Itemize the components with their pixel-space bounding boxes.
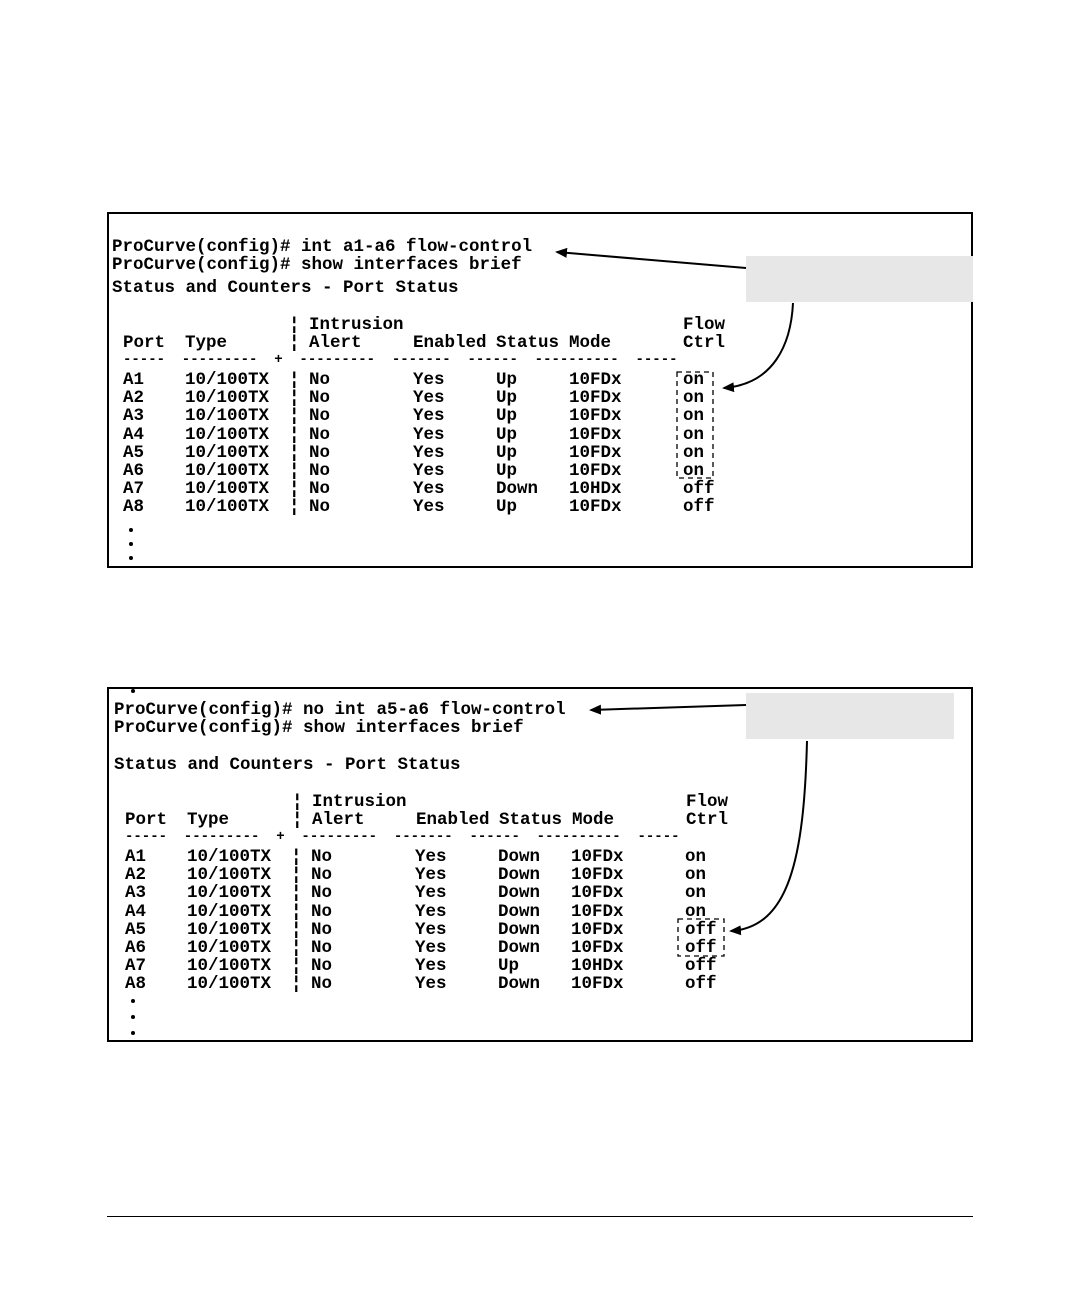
cell-mode: 10FDx xyxy=(569,388,622,409)
cell-enabled: Yes xyxy=(415,865,447,886)
terminal-screen-1 xyxy=(107,212,973,568)
column-separator: ¦ xyxy=(289,424,300,445)
cell-alert: No xyxy=(311,956,333,977)
cell-flow-ctrl: off xyxy=(685,919,717,940)
cell-alert: No xyxy=(309,406,331,427)
annotation-arrows xyxy=(109,689,975,1044)
cell-status: Up xyxy=(496,370,518,390)
col-header-port: Port xyxy=(125,810,168,830)
cell-flow-ctrl: on xyxy=(685,847,707,867)
cell-status: Up xyxy=(496,497,518,518)
cell-mode: 10FDx xyxy=(569,424,622,445)
cell-alert: No xyxy=(311,883,333,904)
col-header-mode: Mode xyxy=(572,810,615,830)
col-header-type: Type xyxy=(185,333,228,353)
column-separator: ¦ xyxy=(292,810,303,830)
cell-flow-ctrl: off xyxy=(685,938,717,958)
arrow-to-command xyxy=(591,705,746,710)
cell-enabled: Yes xyxy=(415,938,447,958)
command-line-2: ProCurve(config)# show interfaces brief xyxy=(114,718,524,738)
cell-alert: No xyxy=(309,370,331,390)
cell-alert: No xyxy=(309,497,331,518)
cell-flow-ctrl: off xyxy=(683,497,715,518)
command-line-2: ProCurve(config)# show interfaces brief xyxy=(112,255,522,275)
cell-type: 10/100TX xyxy=(187,938,272,958)
cell-mode: 10HDx xyxy=(569,479,622,500)
cell-status: Up xyxy=(496,406,518,427)
command-line-1: ProCurve(config)# no int a5-a6 flow-control xyxy=(114,700,566,720)
cell-mode: 10FDx xyxy=(571,883,624,904)
column-separator: ¦ xyxy=(292,792,303,812)
cell-mode: 10FDx xyxy=(571,919,624,940)
flow-ctrl-highlight xyxy=(678,919,724,956)
column-separator: ¦ xyxy=(289,315,300,335)
column-separator: ¦ xyxy=(291,919,302,940)
cell-alert: No xyxy=(309,461,331,481)
cell-flow-ctrl: off xyxy=(685,974,717,995)
cell-enabled: Yes xyxy=(413,406,445,427)
col-header-mode: Mode xyxy=(569,333,612,353)
cell-flow-ctrl: on xyxy=(683,406,705,427)
cell-status: Up xyxy=(496,424,518,445)
column-separator: ¦ xyxy=(291,883,302,904)
cell-status: Down xyxy=(498,883,541,904)
cell-port: A6 xyxy=(125,938,147,958)
intrusion-header: Intrusion xyxy=(309,315,404,335)
col-header-port: Port xyxy=(123,333,166,353)
cell-alert: No xyxy=(309,388,331,409)
column-separator: ¦ xyxy=(289,406,300,427)
flow-header: Flow xyxy=(683,315,726,335)
col-header-enabled: Enabled xyxy=(416,810,490,830)
cell-port: A1 xyxy=(125,847,147,867)
cell-status: Up xyxy=(496,388,518,409)
cell-type: 10/100TX xyxy=(185,370,270,390)
cell-enabled: Yes xyxy=(415,974,447,995)
cell-status: Down xyxy=(498,974,541,995)
col-header-type: Type xyxy=(187,810,230,830)
cell-mode: 10FDx xyxy=(571,974,624,995)
cell-port: A8 xyxy=(123,497,145,518)
cell-mode: 10HDx xyxy=(571,956,624,977)
cell-flow-ctrl: off xyxy=(683,479,715,500)
cell-status: Up xyxy=(498,956,520,977)
cell-type: 10/100TX xyxy=(187,883,272,904)
header-underline: ----- --------- + --------- ------- ------ ---------- ----- xyxy=(123,352,678,368)
cell-type: 10/100TX xyxy=(187,974,272,995)
cell-enabled: Yes xyxy=(413,388,445,409)
cell-enabled: Yes xyxy=(415,919,447,940)
cell-status: Down xyxy=(498,919,541,940)
cell-type: 10/100TX xyxy=(187,956,272,977)
cell-type: 10/100TX xyxy=(185,406,270,427)
cell-port: A5 xyxy=(125,919,147,940)
column-separator: ¦ xyxy=(289,370,300,390)
cell-type: 10/100TX xyxy=(187,901,272,922)
cell-mode: 10FDx xyxy=(571,847,624,867)
cell-mode: 10FDx xyxy=(571,901,624,922)
arrow-to-flow-ctrl xyxy=(731,741,807,931)
cell-port: A6 xyxy=(123,461,145,481)
annotation-arrows xyxy=(109,214,975,570)
cell-enabled: Yes xyxy=(415,901,447,922)
column-separator: ¦ xyxy=(289,461,300,481)
arrow-to-command xyxy=(557,252,746,268)
cell-flow-ctrl: on xyxy=(685,901,707,922)
status-heading: Status and Counters - Port Status xyxy=(112,278,459,298)
flow-ctrl-highlight xyxy=(677,372,713,481)
col-header-ctrl: Ctrl xyxy=(686,810,729,830)
cell-alert: No xyxy=(311,901,333,922)
col-header-ctrl: Ctrl xyxy=(683,333,726,353)
command-line-1: ProCurve(config)# int a1-a6 flow-control xyxy=(112,237,533,257)
cell-alert: No xyxy=(309,442,331,463)
cell-type: 10/100TX xyxy=(185,479,270,500)
cell-port: A4 xyxy=(123,424,145,445)
cell-status: Down xyxy=(498,901,541,922)
cell-port: A1 xyxy=(123,370,145,390)
column-separator: ¦ xyxy=(289,479,300,500)
cell-type: 10/100TX xyxy=(185,442,270,463)
cell-type: 10/100TX xyxy=(185,388,270,409)
column-separator: ¦ xyxy=(289,388,300,409)
footer-rule xyxy=(107,1216,973,1217)
cell-port: A5 xyxy=(123,442,145,463)
column-separator: ¦ xyxy=(289,442,300,463)
cell-port: A3 xyxy=(125,883,147,904)
cell-alert: No xyxy=(309,424,331,445)
cell-status: Down xyxy=(496,479,539,500)
cell-port: A3 xyxy=(123,406,145,427)
cell-port: A7 xyxy=(125,956,147,977)
cell-enabled: Yes xyxy=(413,370,445,390)
header-underline: ----- --------- + --------- ------- ------ ---------- ----- xyxy=(125,829,680,845)
cell-enabled: Yes xyxy=(415,956,447,977)
cell-alert: No xyxy=(311,919,333,940)
cell-type: 10/100TX xyxy=(185,461,270,481)
cell-mode: 10FDx xyxy=(569,497,622,518)
cell-alert: No xyxy=(311,847,333,867)
column-separator: ¦ xyxy=(291,956,302,977)
cell-status: Down xyxy=(498,847,541,867)
cell-flow-ctrl: on xyxy=(683,424,705,445)
column-separator: ¦ xyxy=(291,865,302,886)
cell-flow-ctrl: on xyxy=(685,883,707,904)
terminal-screen-2 xyxy=(107,687,973,1042)
cell-enabled: Yes xyxy=(413,497,445,518)
cell-status: Up xyxy=(496,461,518,481)
col-header-status: Status xyxy=(496,333,560,353)
col-header-alert: Alert xyxy=(312,810,365,830)
column-separator: ¦ xyxy=(291,974,302,995)
arrow-to-flow-ctrl xyxy=(724,303,793,388)
cell-flow-ctrl: on xyxy=(683,461,705,481)
cell-flow-ctrl: off xyxy=(685,956,717,977)
cell-mode: 10FDx xyxy=(571,938,624,958)
cell-type: 10/100TX xyxy=(185,497,270,518)
cell-status: Down xyxy=(498,938,541,958)
cell-enabled: Yes xyxy=(415,883,447,904)
col-header-enabled: Enabled xyxy=(413,333,487,353)
col-header-alert: Alert xyxy=(309,333,362,353)
cell-type: 10/100TX xyxy=(187,919,272,940)
column-separator: ¦ xyxy=(291,938,302,958)
cell-type: 10/100TX xyxy=(187,847,272,867)
column-separator: ¦ xyxy=(291,847,302,867)
cell-flow-ctrl: on xyxy=(683,388,705,409)
cell-port: A2 xyxy=(123,388,145,409)
column-separator: ¦ xyxy=(291,901,302,922)
cell-port: A4 xyxy=(125,901,147,922)
cell-enabled: Yes xyxy=(413,442,445,463)
cell-flow-ctrl: on xyxy=(683,442,705,463)
status-heading: Status and Counters - Port Status xyxy=(114,755,461,775)
cell-flow-ctrl: on xyxy=(683,370,705,390)
cell-mode: 10FDx xyxy=(569,406,622,427)
cell-mode: 10FDx xyxy=(571,865,624,886)
cell-type: 10/100TX xyxy=(187,865,272,886)
cell-enabled: Yes xyxy=(413,461,445,481)
col-header-status: Status xyxy=(499,810,563,830)
cell-type: 10/100TX xyxy=(185,424,270,445)
column-separator: ¦ xyxy=(289,497,300,518)
column-separator: ¦ xyxy=(289,333,300,353)
cell-alert: No xyxy=(311,938,333,958)
cell-enabled: Yes xyxy=(413,424,445,445)
intrusion-header: Intrusion xyxy=(312,792,407,812)
cell-port: A8 xyxy=(125,974,147,995)
flow-header: Flow xyxy=(686,792,729,812)
cell-port: A2 xyxy=(125,865,147,886)
cell-enabled: Yes xyxy=(413,479,445,500)
cell-mode: 10FDx xyxy=(569,370,622,390)
cell-mode: 10FDx xyxy=(569,442,622,463)
cell-enabled: Yes xyxy=(415,847,447,867)
cell-status: Up xyxy=(496,442,518,463)
cell-port: A7 xyxy=(123,479,145,500)
cell-status: Down xyxy=(498,865,541,886)
cell-alert: No xyxy=(311,974,333,995)
cell-alert: No xyxy=(309,479,331,500)
cell-flow-ctrl: on xyxy=(685,865,707,886)
cell-alert: No xyxy=(311,865,333,886)
cell-mode: 10FDx xyxy=(569,461,622,481)
